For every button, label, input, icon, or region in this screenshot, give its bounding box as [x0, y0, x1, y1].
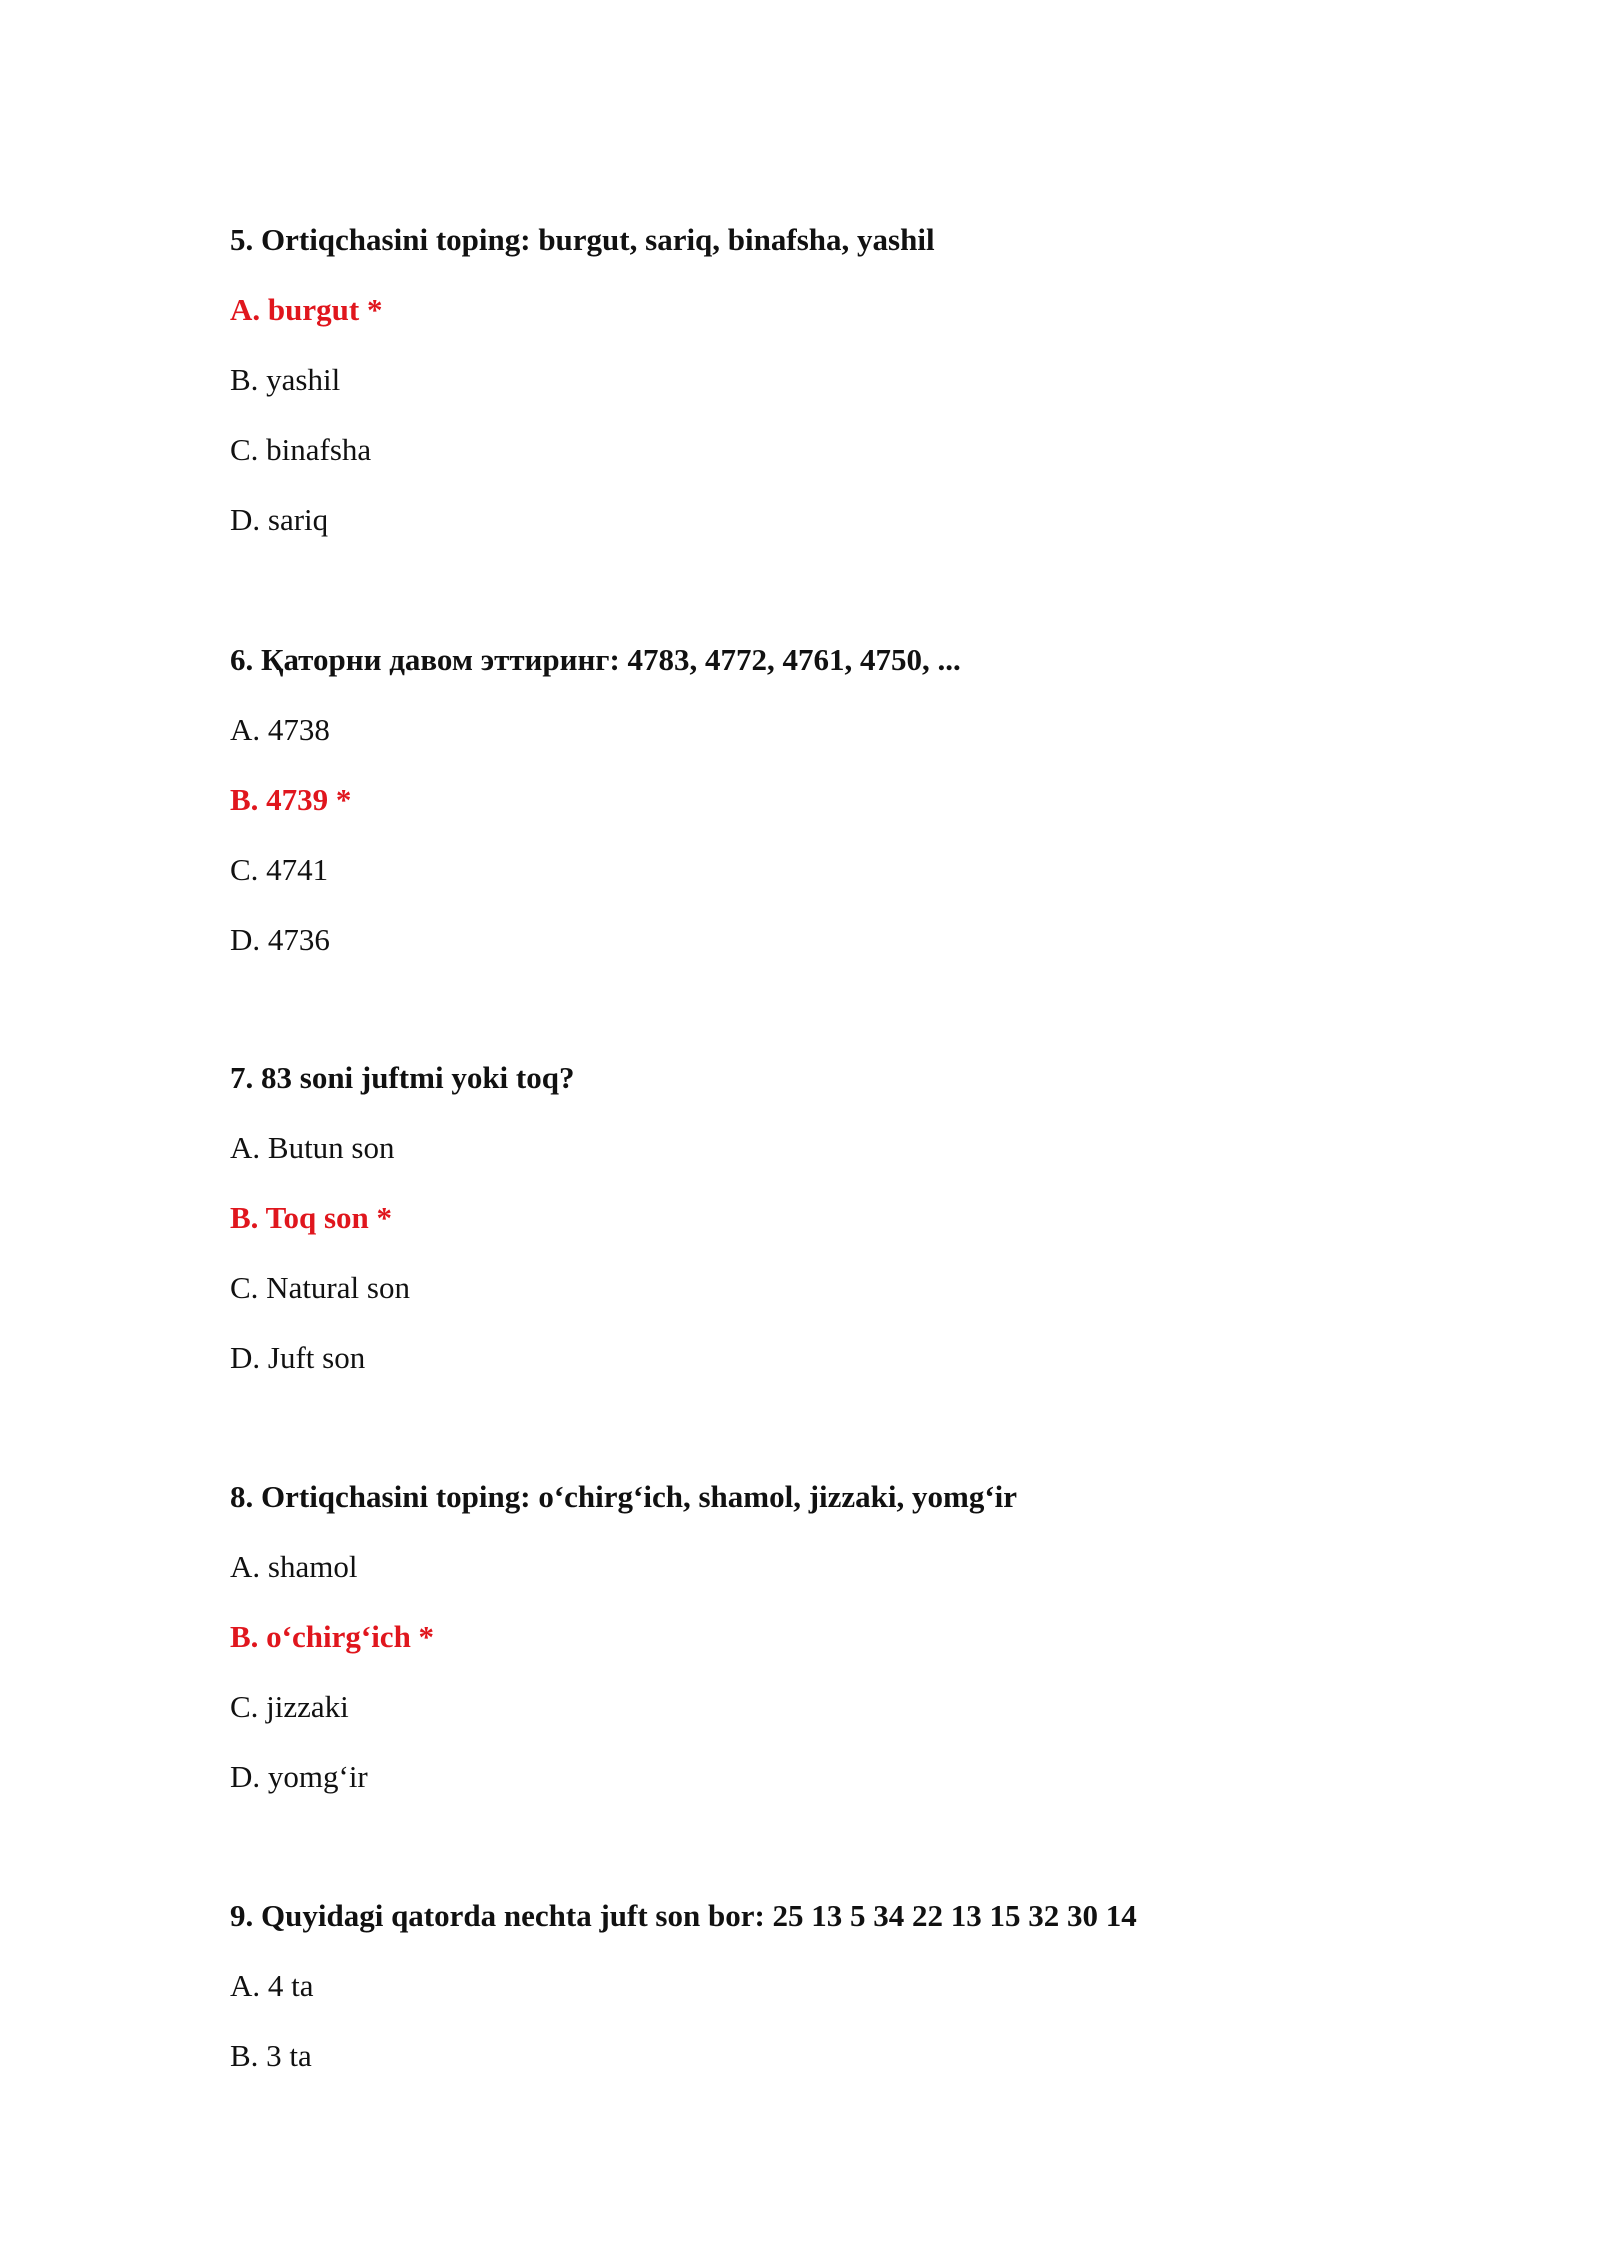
option-b-correct: B. 4739 * [230, 782, 352, 817]
option-c: C. 4741 [230, 852, 329, 887]
question-title: 8. Ortiqchasini toping: o‘chirg‘ich, shamol, jizzaki, yomg‘ir [230, 1479, 1018, 1514]
option-a: A. Butun son [230, 1130, 395, 1165]
question-title: 7. 83 soni juftmi yoki toq? [230, 1060, 575, 1095]
option-b: B. 3 ta [230, 2038, 312, 2073]
question-5 [230, 222, 935, 538]
question-7 [230, 1060, 574, 1376]
option-b-correct: B. o‘chirg‘ich * [230, 1619, 435, 1654]
option-a: A. 4 ta [230, 1968, 314, 2003]
option-b: B. yashil [230, 362, 341, 397]
option-d: D. 4736 [230, 922, 330, 957]
option-a: A. shamol [230, 1549, 358, 1584]
option-d: D. yomg‘ir [230, 1759, 368, 1794]
option-b-correct: B. Toq son * [230, 1200, 392, 1235]
option-a-correct: A. burgut * [230, 292, 383, 327]
question-title: 5. Ortiqchasini toping: burgut, sariq, binafsha, yashil [230, 222, 935, 257]
option-d: D. Juft son [230, 1340, 366, 1375]
question-8 [230, 1479, 1017, 1795]
question-title: 6. Қаторни давом эттиринг: 4783, 4772, 4761, 4750, ... [230, 642, 961, 677]
question-6 [230, 642, 961, 958]
option-d: D. sariq [230, 502, 329, 537]
option-c: C. Natural son [230, 1270, 410, 1305]
question-title: 9. Quyidagi qatorda nechta juft son bor: 25 13 5 34 22 13 15 32 30 14 [230, 1898, 1137, 1933]
option-c: C. binafsha [230, 432, 372, 467]
option-c: C. jizzaki [230, 1689, 349, 1724]
question-9 [230, 1898, 1137, 2074]
option-a: A. 4738 [230, 712, 330, 747]
